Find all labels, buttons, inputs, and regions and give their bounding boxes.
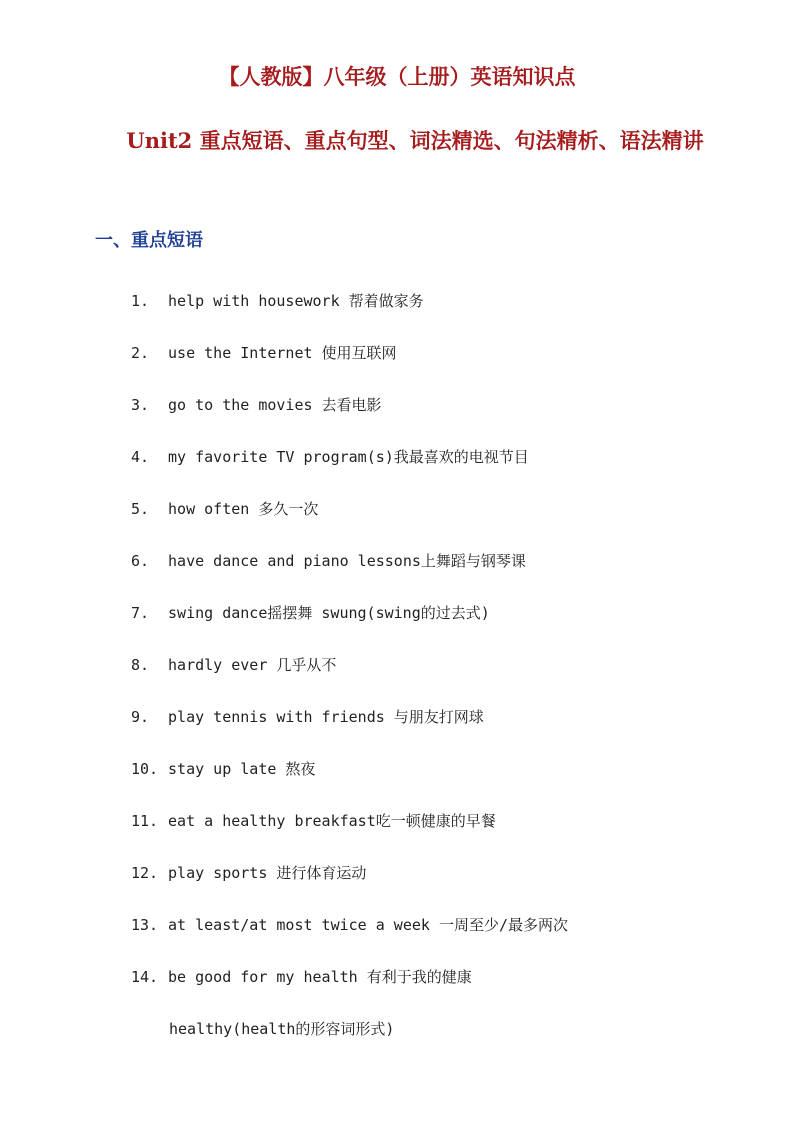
- phrase-item: [131, 444, 568, 496]
- phrase-item: [131, 964, 568, 1016]
- phrase-item: [131, 860, 568, 912]
- phrase-item: [131, 704, 568, 756]
- document-subtitle: Unit2 重点短语、重点句型、词法精选、句法精析、语法精讲: [126, 128, 704, 153]
- phrase-number: 5.: [131, 500, 150, 518]
- phrase-number: 6.: [131, 552, 150, 570]
- document-title: 【人教版】八年级（上册）英语知识点: [218, 64, 576, 89]
- phrase-text: my favorite TV program(s)我最喜欢的电视节目: [168, 448, 529, 466]
- phrase-text: go to the movies 去看电影: [168, 396, 382, 414]
- phrase-text: play tennis with friends 与朋友打网球: [168, 708, 484, 726]
- phrase-number: 2.: [131, 344, 150, 362]
- phrase-number: 4.: [131, 448, 150, 466]
- phrase-text: stay up late 熬夜: [168, 760, 316, 778]
- phrase-number: 12.: [131, 864, 159, 882]
- phrase-number: 11.: [131, 812, 159, 830]
- phrase-item: [131, 340, 568, 392]
- phrase-item: [131, 756, 568, 808]
- phrase-item: [131, 652, 568, 704]
- phrase-list: [131, 288, 568, 1016]
- phrase-number: 1.: [131, 292, 150, 310]
- section-heading-key-phrases: 一、重点短语: [95, 230, 203, 251]
- phrase-number: 8.: [131, 656, 150, 674]
- phrase-text: have dance and piano lessons上舞蹈与钢琴课: [168, 552, 526, 570]
- phrase-number: 3.: [131, 396, 150, 414]
- phrase-item: [131, 548, 568, 600]
- phrase-text: use the Internet 使用互联网: [168, 344, 397, 362]
- phrase-text: help with housework 帮着做家务: [168, 292, 424, 310]
- phrase-number: 7.: [131, 604, 150, 622]
- phrase-text: how often 多久一次: [168, 500, 319, 518]
- phrase-text: swing dance摇摆舞 swung(swing的过去式): [168, 604, 490, 622]
- phrase-text: eat a healthy breakfast吃一顿健康的早餐: [168, 812, 496, 830]
- phrase-item: [131, 496, 568, 548]
- phrase-item: [131, 808, 568, 860]
- phrase-item: [131, 288, 568, 340]
- phrase-text: hardly ever 几乎从不: [168, 656, 337, 674]
- phrase-text: be good for my health 有利于我的健康: [168, 968, 472, 986]
- phrase-item: [131, 912, 568, 964]
- phrase-item: [131, 392, 568, 444]
- phrase-text: at least/at most twice a week 一周至少/最多两次: [168, 916, 568, 934]
- phrase-number: 13.: [131, 916, 159, 934]
- phrase-number: 9.: [131, 708, 150, 726]
- phrase-text: play sports 进行体育运动: [168, 864, 367, 882]
- phrase-number: 14.: [131, 968, 159, 986]
- phrase-number: 10.: [131, 760, 159, 778]
- phrase-note: healthy(health的形容词形式): [169, 1020, 395, 1038]
- phrase-item: [131, 600, 568, 652]
